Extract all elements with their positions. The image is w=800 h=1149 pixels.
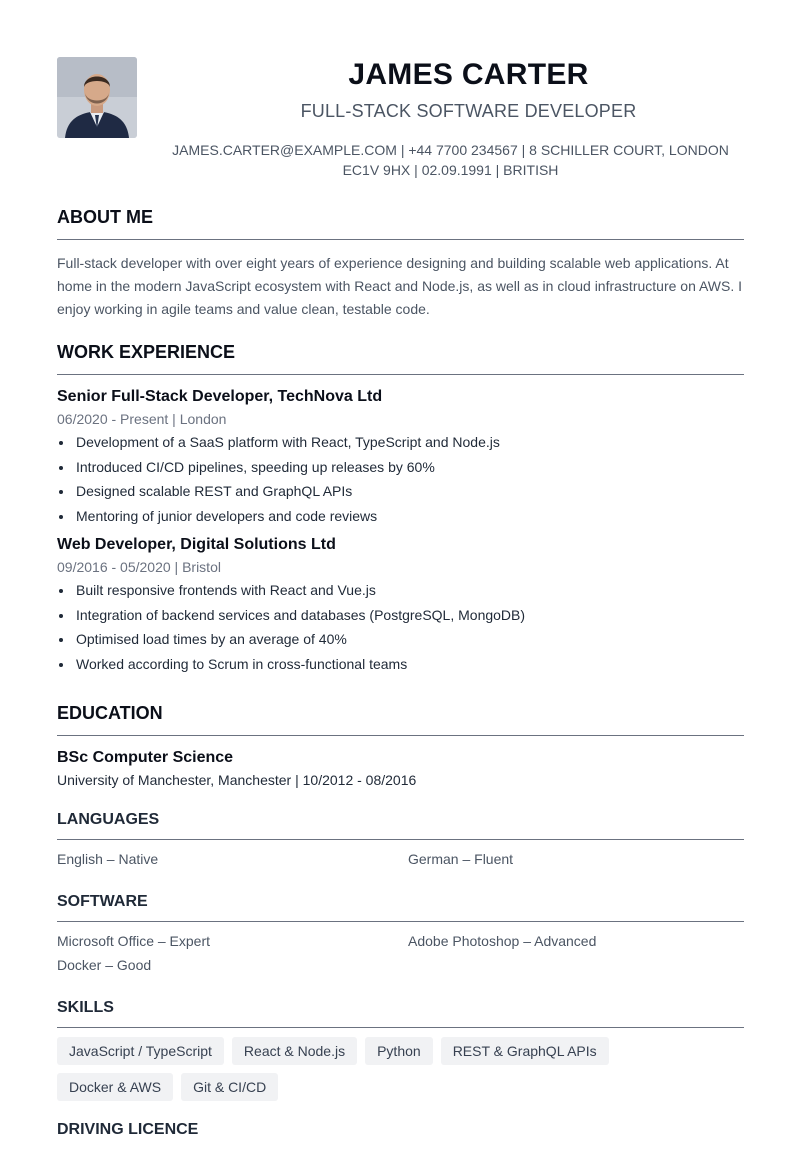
bullet-item: Optimised load times by an average of 40% (57, 627, 744, 652)
languages-heading: LANGUAGES (57, 811, 744, 840)
bullet-item: Development of a SaaS platform with React, TypeScript and Node.js (57, 430, 744, 455)
skill-tag: Docker & AWS (57, 1073, 173, 1101)
education-heading: EDUCATION (57, 703, 744, 736)
job-title: Senior Full-Stack Developer, TechNova Ltd (57, 388, 383, 405)
driving-section (57, 1121, 744, 1149)
software-item: Docker – Good (57, 957, 152, 973)
skill-tag: REST & GraphQL APIs (441, 1037, 609, 1065)
bullet-item: Integration of backend services and databases (PostgreSQL, MongoDB) (57, 603, 744, 628)
bullet-item: Introduced CI/CD pipelines, speeding up releases by 60% (57, 455, 744, 480)
bullet-item: Designed scalable REST and GraphQL APIs (57, 479, 744, 504)
education-degree: BSc Computer Science (57, 749, 234, 766)
job-entry (57, 534, 744, 676)
profile-photo (57, 57, 137, 138)
job-bullets (57, 430, 744, 528)
job-title: Web Developer, Digital Solutions Ltd (57, 536, 336, 553)
skills-tags (57, 1037, 657, 1101)
skill-tag: React & Node.js (232, 1037, 357, 1065)
job-entry (57, 386, 744, 528)
profile-photo-image (57, 57, 137, 138)
software-item: Adobe Photoshop – Advanced (408, 933, 597, 949)
education-section (57, 703, 744, 791)
software-section (57, 893, 744, 976)
experience-section (57, 342, 744, 676)
candidate-name: JAMES CARTER (348, 58, 589, 91)
skills-section (57, 999, 744, 1101)
bullet-item: Worked according to Scrum in cross-functional teams (57, 652, 744, 677)
bullet-item: Mentoring of junior developers and code reviews (57, 504, 744, 529)
skill-tag: Git & CI/CD (181, 1073, 278, 1101)
software-item: Microsoft Office – Expert (57, 933, 211, 949)
languages-list (57, 848, 744, 870)
education-meta: University of Manchester, Manchester | 10/2012 - 08/2016 (57, 772, 417, 788)
about-section (57, 207, 744, 321)
language-item: English – Native (57, 851, 159, 867)
contact-line-2: EC1V 9HX | 02.09.1991 | BRITISH (342, 162, 559, 178)
skill-tag: Python (365, 1037, 433, 1065)
skill-tag: JavaScript / TypeScript (57, 1037, 224, 1065)
candidate-title: FULL-STACK SOFTWARE DEVELOPER (300, 101, 637, 121)
software-heading: SOFTWARE (57, 893, 744, 922)
language-item: German – Fluent (408, 851, 514, 867)
job-bullets (57, 578, 744, 676)
software-list (57, 930, 744, 976)
languages-section (57, 811, 744, 870)
bullet-item: Built responsive frontends with React and Vue.js (57, 578, 744, 603)
contact-line-1: JAMES.CARTER@EXAMPLE.COM | +44 7700 234567 | 8 SCHILLER COURT, LONDON (172, 142, 729, 158)
about-text: Full-stack developer with over eight years of experience designing and building scalable web applications. At home in the modern JavaScript ecosystem with React and Node.js, as well as in cloud infrastructure on AWS. I enjoy working in agile teams and value clean, testable code. (57, 255, 743, 317)
contact-info (157, 140, 744, 180)
job-meta: 06/2020 - Present | London (57, 411, 227, 427)
driving-heading: DRIVING LICENCE (57, 1121, 199, 1138)
about-heading: ABOUT ME (57, 207, 744, 240)
experience-heading: WORK EXPERIENCE (57, 342, 744, 375)
skills-heading: SKILLS (57, 999, 744, 1028)
job-meta: 09/2016 - 05/2020 | Bristol (57, 559, 221, 575)
